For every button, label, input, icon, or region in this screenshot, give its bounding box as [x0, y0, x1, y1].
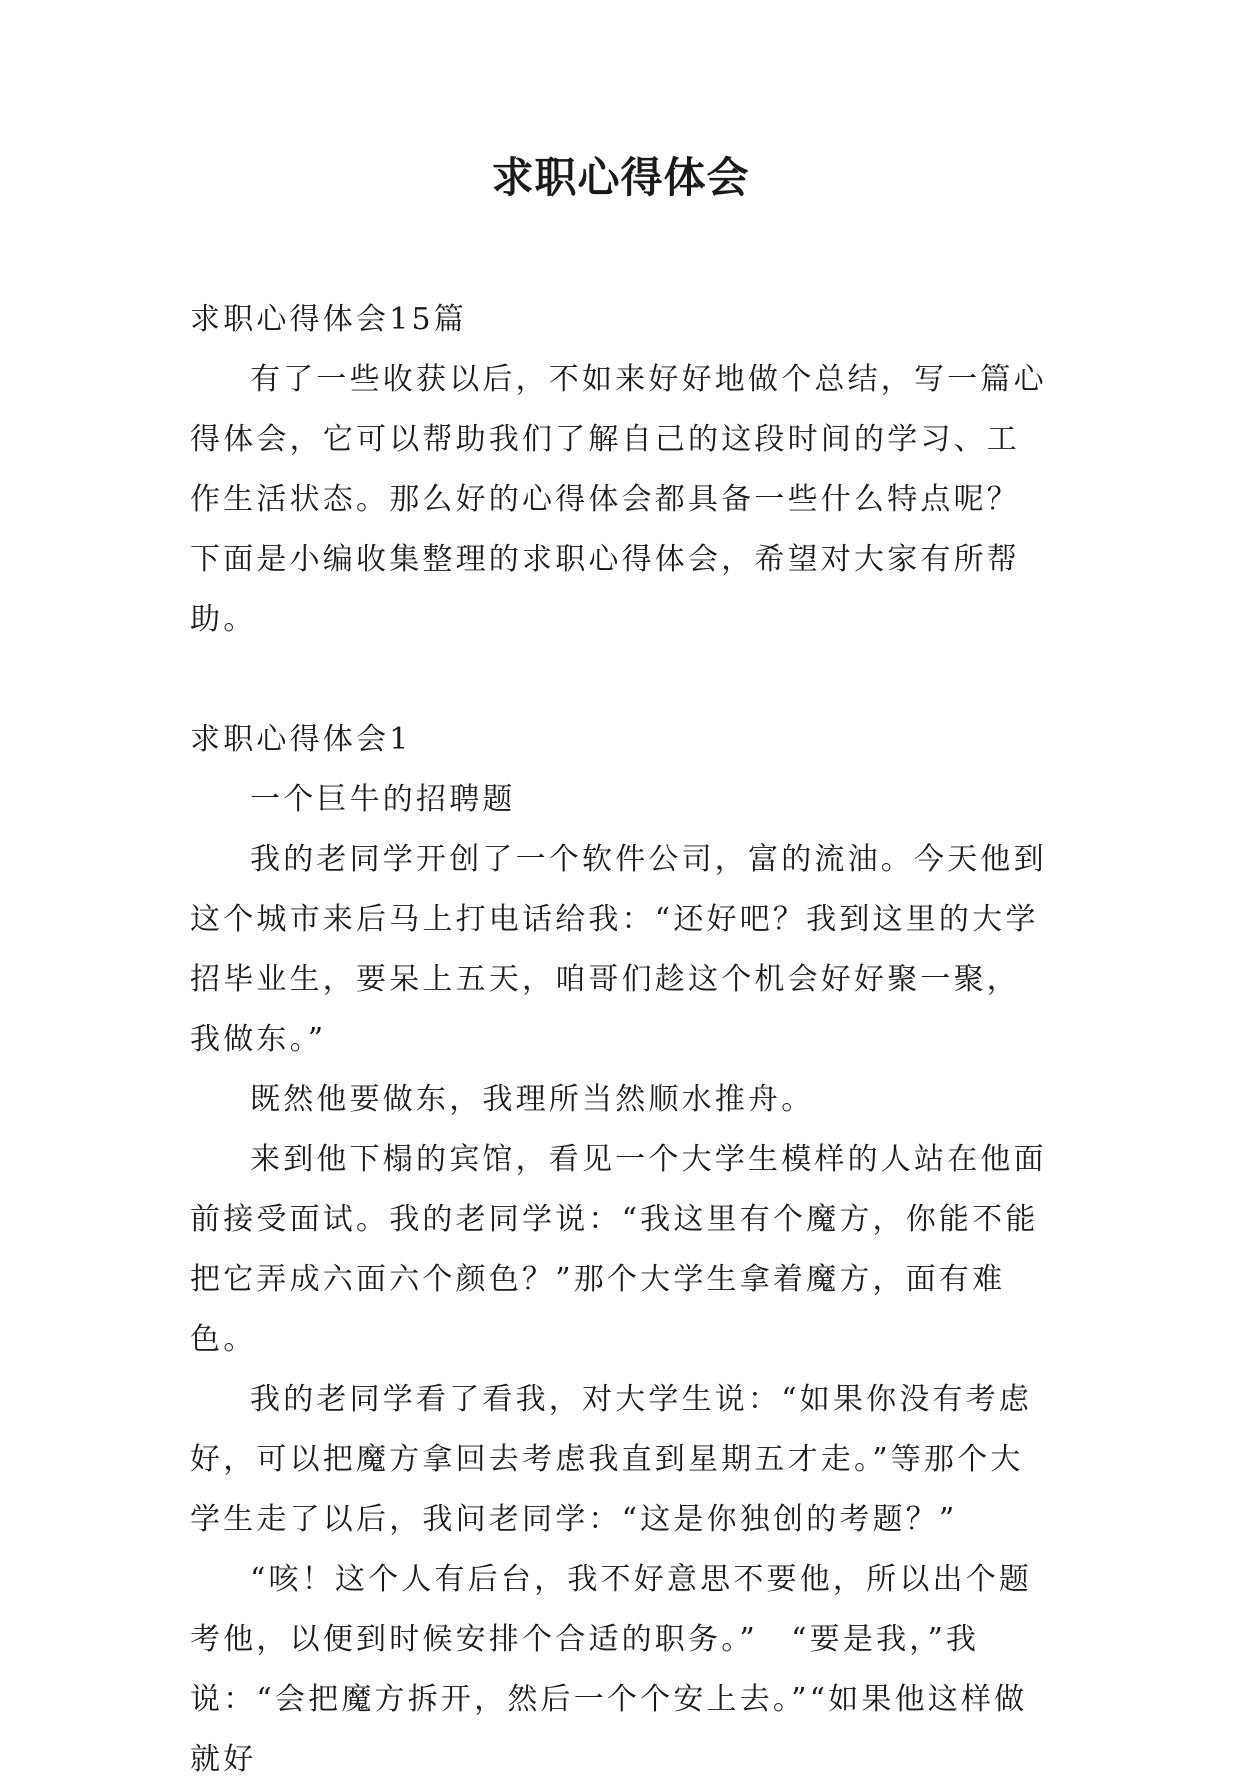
paragraph-1: 一个巨牛的招聘题: [250, 782, 516, 817]
document-title: 求职心得体会: [491, 153, 750, 202]
paragraph-6: “咳！这个人有后台，我不好意思不要他，所以出个题考他，以便到时候安排个合适的职务。” “要是我，”我说：“会把魔方拆开，然后一个个安上去。”“如果他这样做就好: [190, 1562, 1033, 1777]
paragraph-4: 来到他下榻的宾馆，看见一个大学生模样的人站在他面前接受面试。我的老同学说：“我这里有个魔方，你能不能把它弄成六面六个颜色？”那个大学生拿着魔方，面有难色。: [190, 1142, 1047, 1357]
section-heading: 求职心得体会1: [190, 722, 412, 757]
paragraph-3: 既然他要做东，我理所当然顺水推舟。: [250, 1082, 815, 1117]
paragraph-5: 我的老同学看了看我，对大学生说：“如果你没有考虑好，可以把魔方拿回去考虑我直到星期五才走。”等那个大学生走了以后，我问老同学：“这是你独创的考题？”: [190, 1382, 1033, 1537]
paragraph-2: 我的老同学开创了一个软件公司，富的流油。今天他到这个城市来后马上打电话给我：“还好吧？我到这里的大学招毕业生，要呆上五天，咱哥们趁这个机会好好聚一聚，我做东。”: [190, 842, 1047, 1057]
intro-paragraph: 有了一些收获以后，不如来好好地做个总结，写一篇心得体会，它可以帮助我们了解自己的这段时间的学习、工作生活状态。那么好的心得体会都具备一些什么特点呢？下面是小编收集整理的求职心得体会，希望对大家有所帮助。: [190, 362, 1047, 637]
document-body: [190, 290, 1050, 1790]
document-subtitle: 求职心得体会15篇: [190, 302, 467, 337]
section-spacer: [190, 650, 1050, 710]
